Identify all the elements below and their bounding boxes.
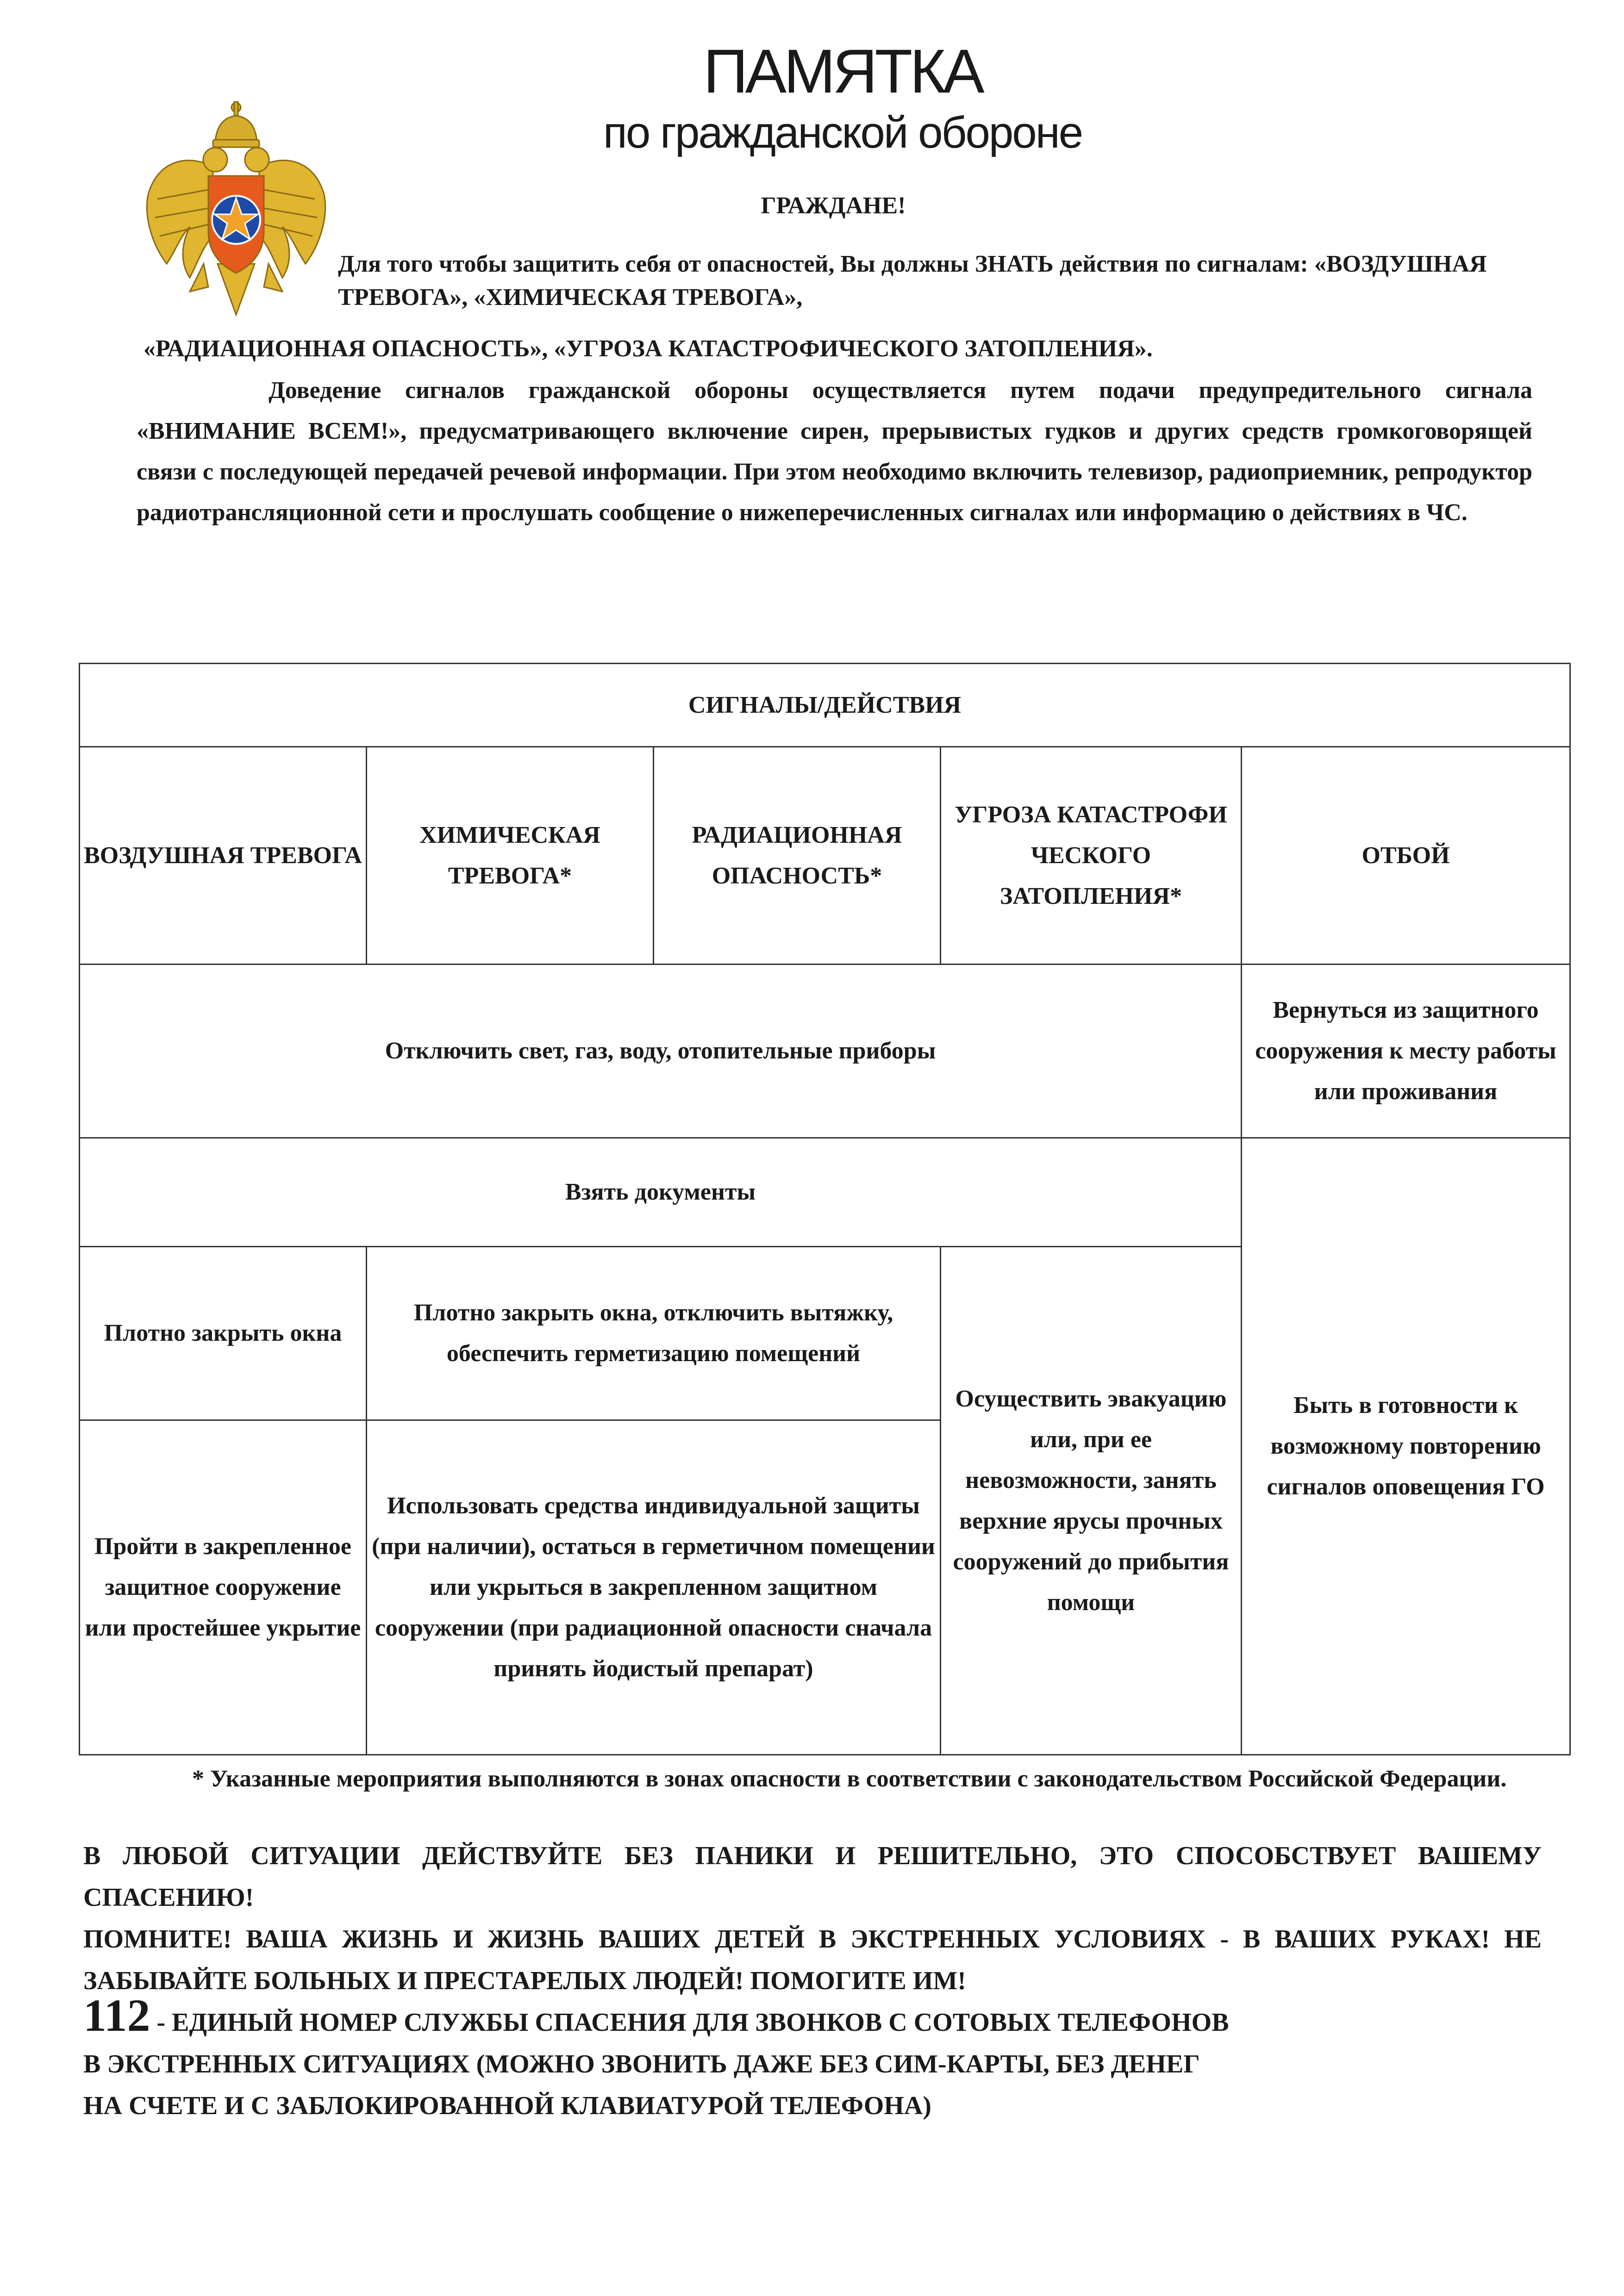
emergency-number: 112	[83, 1990, 150, 2041]
intro-paragraph: Доведение сигналов гражданской обороны осуществляется путем подачи предупредительного сигнала «ВНИМАНИЕ ВСЕМ!», предусматривающего включение сирен, прерывистых гудков и других средств громкоговорящей связи с последующей передачей речевой информации. При этом необходимо включить телевизор, радиоприемник, репродуктор радиотрансляционной сети и прослушать сообщение о нижеперечисленных сигналах или информацию о действиях в ЧС.	[137, 377, 1532, 526]
signals-table	[79, 663, 1571, 1755]
footnote: * Указанные мероприятия выполняются в зонах опасности в соответствии с законодательством Российской Федерации.	[192, 1766, 1507, 1792]
header-chemical-alert: ХИМИЧЕСКАЯ ТРЕВОГА*	[367, 747, 654, 964]
emergency-line-2: В ЭКСТРЕННЫХ СИТУАЦИЯХ (МОЖНО ЗВОНИТЬ ДАЖЕ БЕЗ СИМ-КАРТЫ, БЕЗ ДЕНЕГ	[83, 2050, 1200, 2078]
table-caption: СИГНАЛЫ/ДЕЙСТВИЯ	[80, 664, 1570, 747]
header-all-clear: ОТБОЙ	[1242, 747, 1570, 964]
document-subtitle: по гражданской обороне	[603, 108, 1082, 157]
cell-flood-evacuate: Осуществить эвакуацию или, при ее невозможности, занять верхние ярусы прочных сооружений до прибытия помощи	[941, 1247, 1242, 1755]
emergency-info	[83, 1990, 1565, 2127]
cell-air-go-to-shelter: Пройти в закрепленное защитное сооружение или простейшее укрытие	[80, 1420, 367, 1755]
document-title: ПАМЯТКА	[703, 37, 982, 106]
emchs-emblem-icon	[139, 97, 333, 324]
emergency-line-3: НА СЧЕТЕ И С ЗАБЛОКИРОВАННОЙ КЛАВИАТУРОЙ ТЕЛЕФОНА)	[83, 2091, 931, 2120]
intro-signals-line: «РАДИАЦИОННАЯ ОПАСНОСТЬ», «УГРОЗА КАТАСТРОФИЧЕСКОГО ЗАТОПЛЕНИЯ».	[144, 336, 1153, 362]
cell-all-clear-ready: Быть в готовности к возможному повторению сигналов оповещения ГО	[1242, 1138, 1570, 1755]
cell-all-clear-return: Вернуться из защитного сооружения к месту работы или проживания	[1242, 964, 1570, 1138]
cell-chem-rad-protection: Использовать средства индивидуальной защиты (при наличии), остаться в герметичном помещении или укрыться в закрепленном защитном сооружении (при радиационной опасности сначала принять йодистый препарат)	[367, 1420, 941, 1755]
warning-help-others: ПОМНИТЕ! ВАША ЖИЗНЬ И ЖИЗНЬ ВАШИХ ДЕТЕЙ В ЭКСТРЕННЫХ УСЛОВИЯХ - В ВАШИХ РУКАХ! НЕ ЗАБЫВАЙТЕ БОЛЬНЫХ И ПРЕСТАРЕЛЫХ ЛЮДЕЙ! ПОМОГИТЕ ИМ!	[83, 1925, 1542, 1995]
cell-chem-rad-seal-rooms: Плотно закрыть окна, отключить вытяжку, обеспечить герметизацию помещений	[367, 1247, 941, 1420]
header-radiation-danger: РАДИАЦИОННАЯ ОПАСНОСТЬ*	[654, 747, 941, 964]
warnings	[83, 1835, 1542, 2002]
header-flood-threat: УГРОЗА КАТАСТРОФИ ЧЕСКОГО ЗАТОПЛЕНИЯ*	[941, 747, 1242, 964]
cell-take-documents: Взять документы	[80, 1138, 1242, 1247]
citizens-heading: ГРАЖДАНЕ!	[761, 193, 906, 219]
intro-text: Для того чтобы защитить себя от опасностей, Вы должны ЗНАТЬ действия по сигналам: «ВОЗДУШНАЯ ТРЕВОГА», «ХИМИЧЕСКАЯ ТРЕВОГА»,	[338, 251, 1487, 311]
emergency-line-1: - ЕДИНЫЙ НОМЕР СЛУЖБЫ СПАСЕНИЯ ДЛЯ ЗВОНКОВ С СОТОВЫХ ТЕЛЕФОНОВ	[150, 2008, 1229, 2037]
cell-air-close-windows: Плотно закрыть окна	[80, 1247, 367, 1420]
warning-no-panic: В ЛЮБОЙ СИТУАЦИИ ДЕЙСТВУЙТЕ БЕЗ ПАНИКИ И РЕШИТЕЛЬНО, ЭТО СПОСОБСТВУЕТ ВАШЕМУ СПАСЕНИЮ!	[83, 1842, 1542, 1912]
cell-turn-off-utilities: Отключить свет, газ, воду, отопительные приборы	[80, 964, 1242, 1138]
header-air-alert: ВОЗДУШНАЯ ТРЕВОГА	[80, 747, 367, 964]
